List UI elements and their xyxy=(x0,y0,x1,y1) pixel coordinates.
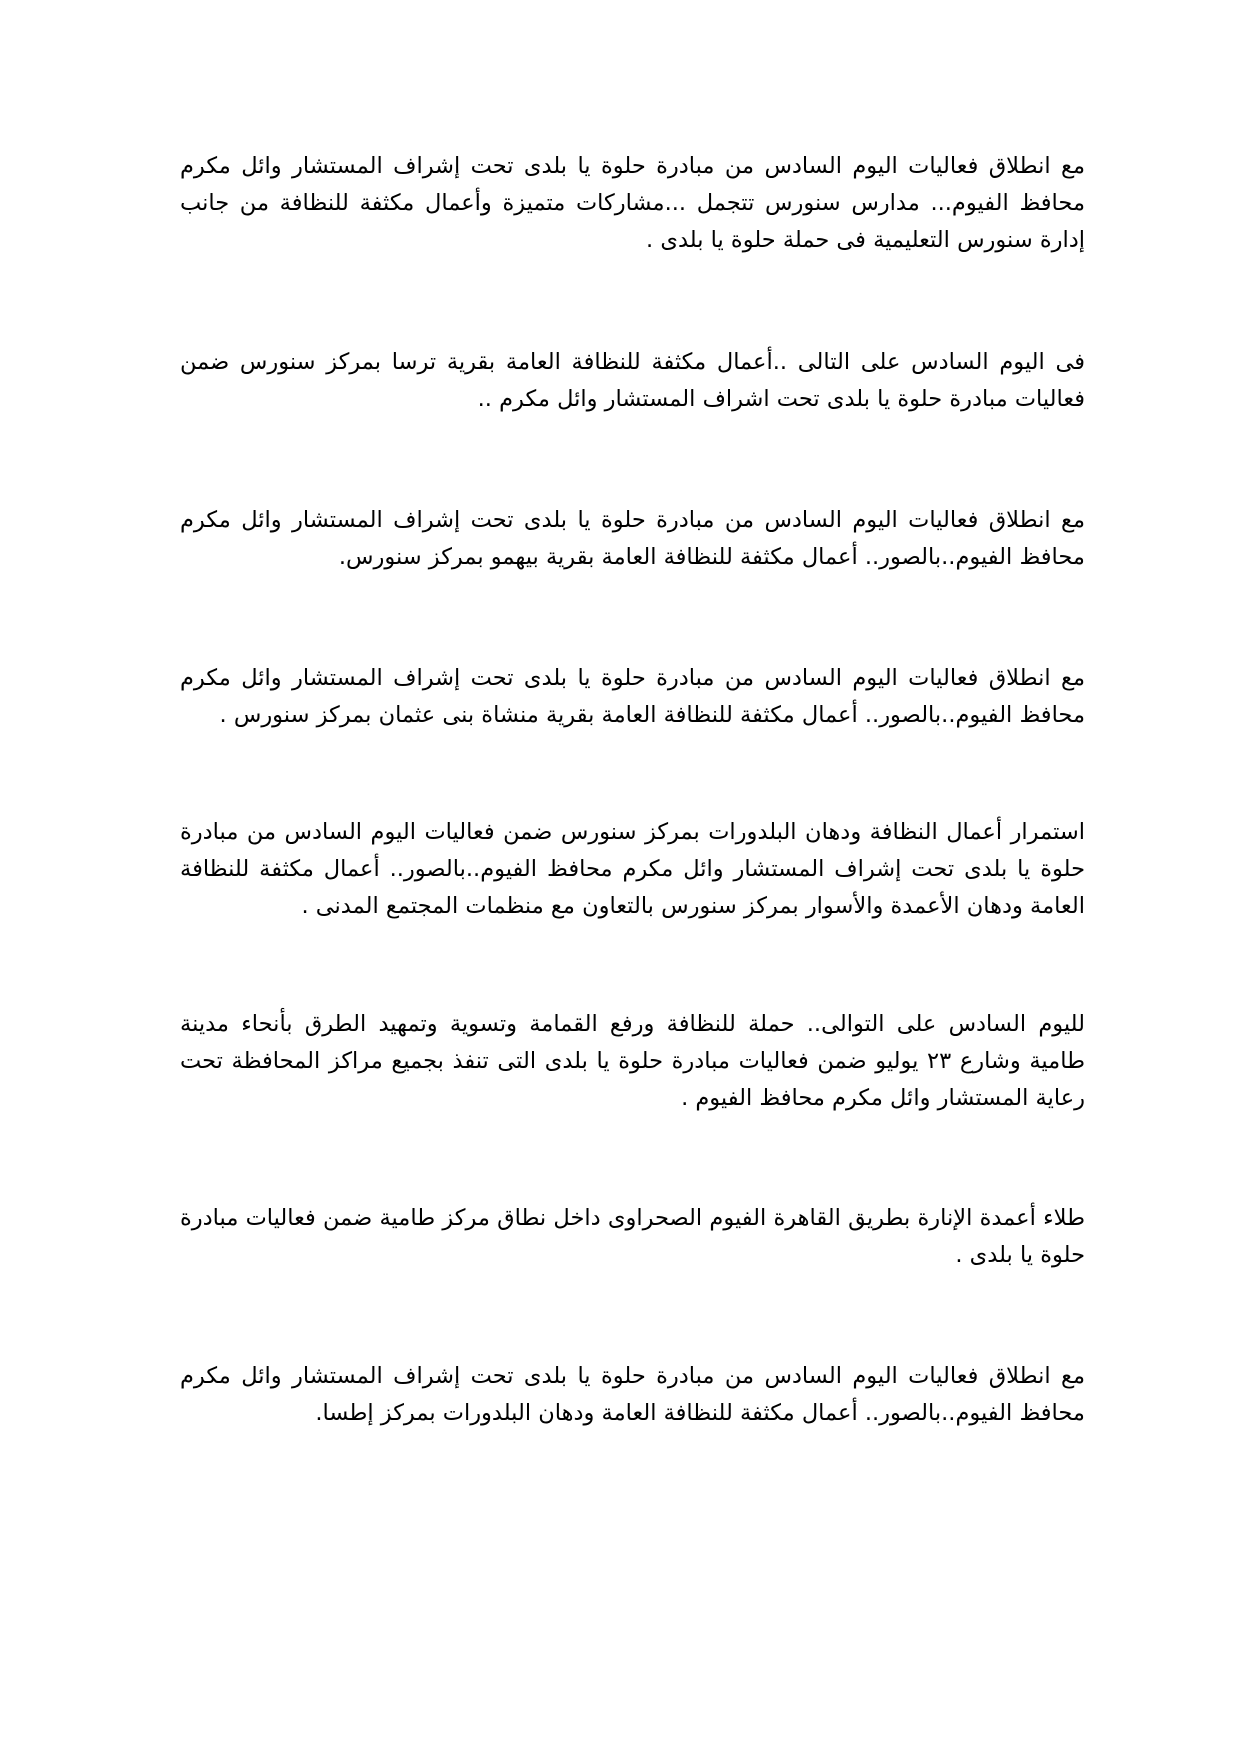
paragraph-7: طلاء أعمدة الإنارة بطريق القاهرة الفيوم الصحراوى داخل نطاق مركز طامية ضمن فعاليات مبادرة حلوة يا بلدى . xyxy=(180,1205,1085,1268)
paragraph-1: مع انطلاق فعاليات اليوم السادس من مبادرة حلوة يا بلدى تحت إشراف المستشار وائل مكرم محافظ الفيوم... مدارس سنورس تتجمل ...مشاركات متميزة وأعمال مكثفة للنظافة من جانب إدارة سنورس التعليمية فى حملة حلوة يا بلدى . xyxy=(180,153,1085,253)
paragraph-8: مع انطلاق فعاليات اليوم السادس من مبادرة حلوة يا بلدى تحت إشراف المستشار وائل مكرم محافظ الفيوم..بالصور.. أعمال مكثفة للنظافة العامة ودهان البلدورات بمركز إطسا. xyxy=(180,1363,1085,1426)
paragraph-3: مع انطلاق فعاليات اليوم السادس من مبادرة حلوة يا بلدى تحت إشراف المستشار وائل مكرم محافظ الفيوم..بالصور.. أعمال مكثفة للنظافة العامة بقرية بيهمو بمركز سنورس. xyxy=(180,507,1085,570)
paragraph-4: مع انطلاق فعاليات اليوم السادس من مبادرة حلوة يا بلدى تحت إشراف المستشار وائل مكرم محافظ الفيوم..بالصور.. أعمال مكثفة للنظافة العامة بقرية منشاة بنى عثمان بمركز سنورس . xyxy=(180,665,1085,728)
paragraph-6: لليوم السادس على التوالى.. حملة للنظافة ورفع القمامة وتسوية وتمهيد الطرق بأنحاء مدينة طامية وشارع ٢٣ يوليو ضمن فعاليات مبادرة حلوة يا بلدى التى تنفذ بجميع مراكز المحافظة تحت رعاية المستشار وائل مكرم محافظ الفيوم . xyxy=(180,1011,1085,1111)
paragraph-2: فى اليوم السادس على التالى ..أعمال مكثفة للنظافة العامة بقرية ترسا بمركز سنورس ضمن فعاليات مبادرة حلوة يا بلدى تحت اشراف المستشار وائل مكرم .. xyxy=(180,349,1085,412)
paragraph-5: استمرار أعمال النظافة ودهان البلدورات بمركز سنورس ضمن فعاليات اليوم السادس من مبادرة حلوة يا بلدى تحت إشراف المستشار وائل مكرم محافظ الفيوم..بالصور.. أعمال مكثفة للنظافة العامة ودهان الأعمدة والأسوار بمركز سنورس بالتعاون مع منظمات المجتمع المدنى . xyxy=(180,819,1085,919)
